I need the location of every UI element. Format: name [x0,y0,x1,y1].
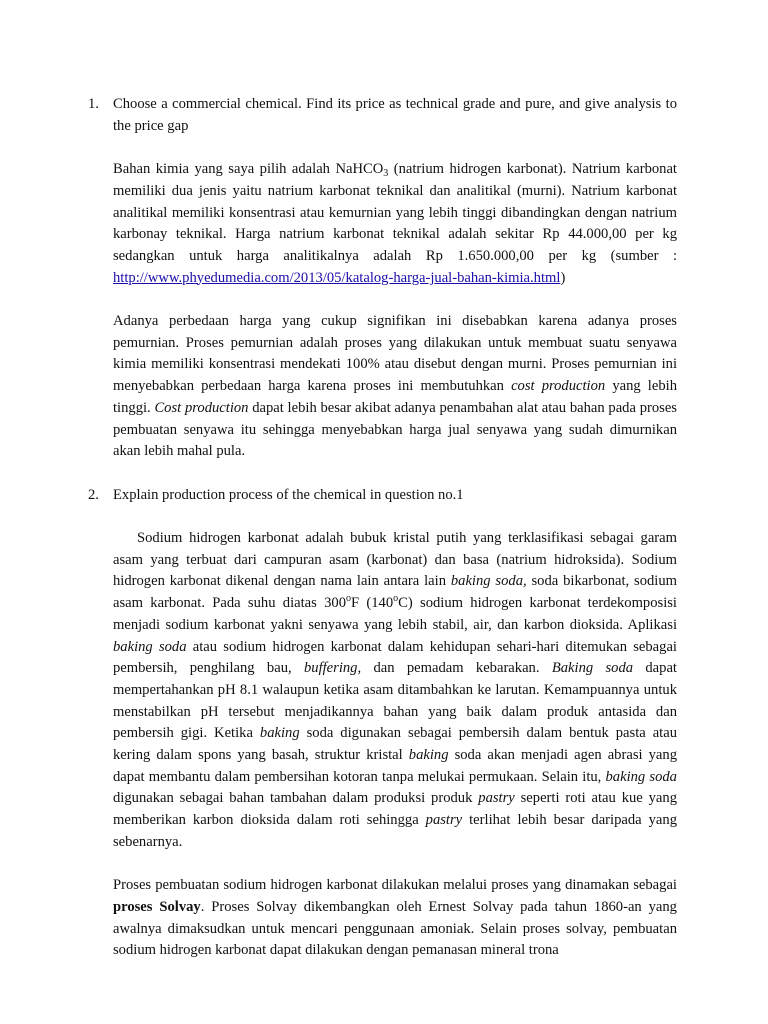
question-2 [88,485,677,507]
question-title: Choose a commercial chemical. Find its price as technical grade and pure, and give analysis to the price gap [113,96,677,134]
answer-paragraph: Proses pembuatan sodium hidrogen karbonat dilakukan melalui proses yang dinamakan sebagai proses Solvay. Proses Solvay dikembangkan oleh Ernest Solvay pada tahun 1860-an yang awalnya dimaksudkan untuk mencari penggunaan amoniak. Selain proses solvay, pembuatan sodium hidrogen karbonat dapat dilakukan dengan pemanasan mineral trona [113,877,677,959]
answer-paragraph: Bahan kimia yang saya pilih adalah NaHCO$_3$ (natrium hidrogen karbonat). Natrium karbonat memiliki dua jenis yaitu natrium karbonat teknikal dan analitikal (murni). Natrium karbonat analitikal memiliki konsentrasi atau kemurnian yang lebih tinggi dibandingkan dengan natrium karbonay teknikal. Harga natrium karbonat teknikal adalah sekitar Rp 44.000,00 per kg sedangkan untuk harga analitikalnya adalah Rp 1.650.000,00 per kg (sumber : http://www.phyedumedia.com/2013/05/katalog-harga-jual-bahan-kimia.html) [113,161,677,286]
subscript: 3 [383,168,389,180]
answer-paragraph: Adanya perbedaan harga yang cukup signifikan ini disebabkan karena adanya proses pemurnian. Proses pemurnian adalah proses yang dilakukan untuk membuat suatu senyawa kimia memiliki konsentrasi mendekati 100% atau disebut dengan murni. Proses pemurnian ini menyebabkan perbedaan harga karena proses ini membutuhkan cost production yang lebih tinggi. Cost production dapat lebih besar akibat adanya penambahan alat atau bahan pada proses pembuatan senyawa itu sehingga menyebabkan harga jual senyawa yang sudah dimurnikan akan lebih mahal pula. [113,313,677,460]
source-link[interactable]: http://www.phyedumedia.com/2013/05/katalog-harga-jual-bahan-kimia.html [113,269,561,286]
question-number: 2. [88,486,99,503]
question-title: Explain production process of the chemical in question no.1 [113,486,464,503]
question-number: 1. [88,96,99,112]
question-1 [88,94,677,137]
answer-paragraph: Sodium hidrogen karbonat adalah bubuk kristal putih yang terklasifikasi sebagai garam asam yang terbuat dari campuran asam (karbonat) dan basa (natrium hidroksida). Sodium hidrogen karbonat dikenal dengan nama lain antara lain baking soda, soda bikarbonat, sodium asam karbonat. Pada suhu diatas 300$^o$F (140$^o$C) sodium hidrogen karbonat terdekomposisi menjadi sodium karbonat yakni senyawa yang lebih stabil, air, dan karbon dioksida. Aplikasi baking soda atau sodium hidrogen karbonat dalam kehidupan sehari-hari ditemukan sebagai pembersih, penghilang bau, buffering, dan pemadam kebarakan. Baking soda dapat mempertahankan pH 8.1 walaupun ketika asam ditambahkan ke larutan. Kemampuannya untuk menstabilkan pH tersebut menjadikannya bahan yang baik dalam produk antasida dan pembersih gigi. Ketika baking soda digunakan sebagai pembersih dalam bentuk pasta atau kering dalam spons yang basah, struktur kristal baking soda akan menjadi agen abrasi yang dapat membantu dalam pembersihan kotoran tanpa melukai permukaan. Selain itu, baking soda digunakan sebagai bahan tambahan dalam produksi produk pastry seperti roti atau kue yang memberikan karbon dioksida dalam roti sehingga pastry terlihat lebih besar daripada yang sebenarnya. [113,530,678,850]
